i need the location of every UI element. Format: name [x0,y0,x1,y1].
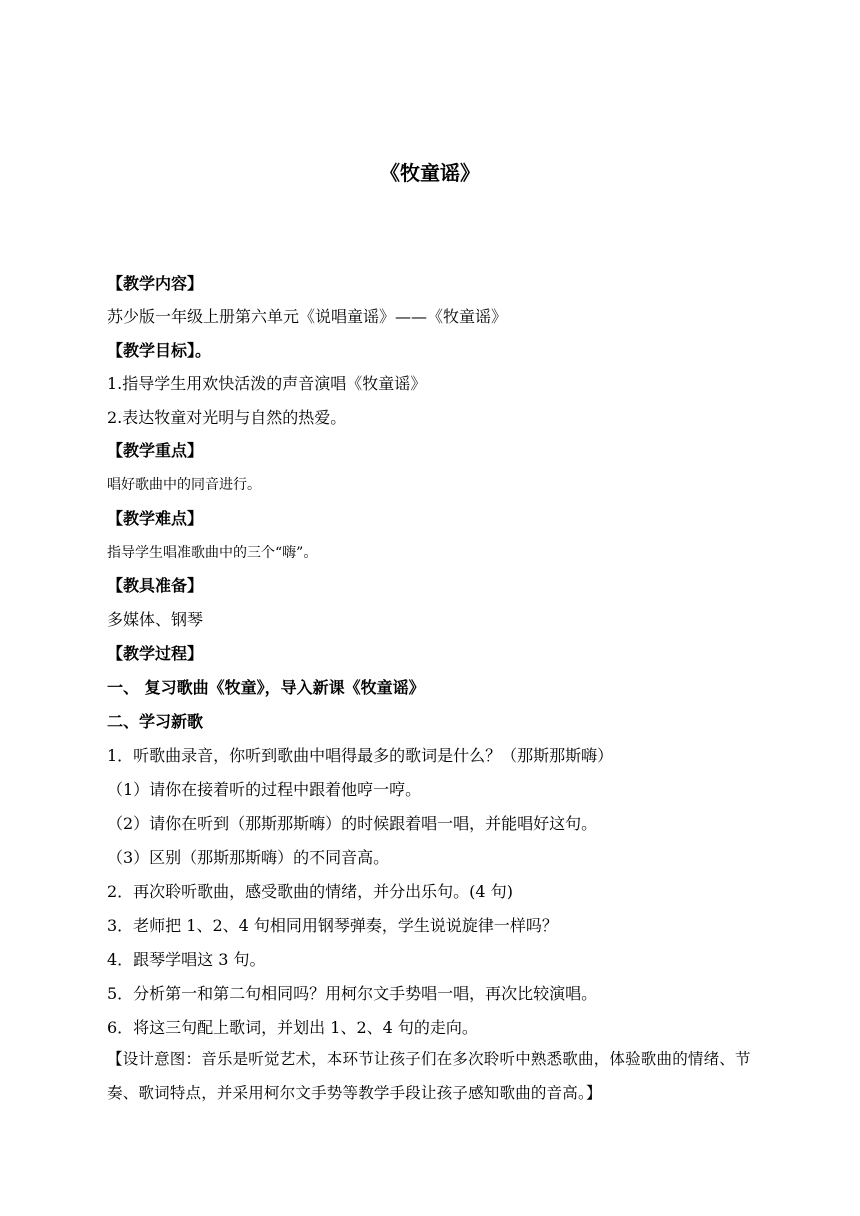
step-5: 5．分析第一和第二句相同吗？用柯尔文手势唱一唱，再次比较演唱。 [107,984,598,1003]
content-text: 苏少版一年级上册第六单元《说唱童谣》——《牧童谣》 [107,307,508,326]
key-points-heading: 【教学重点】 [107,441,204,460]
goal-item-1: 1.指导学生用欢快活泼的声音演唱《牧童谣》 [107,374,427,393]
step-1: 1．听歌曲录音，你听到歌曲中唱得最多的歌词是什么？（那斯那斯嗨） [107,746,614,765]
step-1-sub-1: （1）请你在接着听的过程中跟着他哼一哼。 [107,780,422,799]
content-heading: 【教学内容】 [107,274,204,293]
page-title: 《牧童谣》 [380,161,480,185]
section-heading-2: 二、学习新歌 [107,712,204,731]
step-6: 6．将这三句配上歌词，并划出 1、2、4 句的走向。 [107,1018,478,1037]
step-3: 3．老师把 1、2、4 句相同用钢琴弹奏，学生说说旋律一样吗？ [107,916,558,935]
difficulty-text: 指导学生唱准歌曲中的三个“嗨”。 [107,545,318,561]
step-1-sub-3: （3）区别（那斯那斯嗨）的不同音高。 [107,848,390,867]
key-points-text: 唱好歌曲中的同音进行。 [107,477,261,493]
tools-heading: 【教具准备】 [107,576,204,595]
step-1-sub-2: （2）请你在听到（那斯那斯嗨）的时候跟着唱一唱，并能唱好这句。 [107,814,598,833]
goals-heading: 【教学目标】。 [107,341,212,360]
design-intent-note: 【设计意图：音乐是听觉艺术，本环节让孩子们在多次聆听中熟悉歌曲，体验歌曲的情绪、节奏、歌词特点，并采用柯尔文手势等教学手段让孩子感知歌曲的音高。】 [107,1050,751,1102]
step-2: 2．再次聆听歌曲，感受歌曲的情绪，并分出乐句。(4 句) [107,882,513,901]
goal-item-2: 2.表达牧童对光明与自然的热爱。 [107,408,347,427]
step-4: 4．跟琴学唱这 3 句。 [107,950,266,969]
process-heading: 【教学过程】 [107,644,204,663]
difficulty-heading: 【教学难点】 [107,509,204,528]
section-heading-1: 一、 复习歌曲《牧童》，导入新课《牧童谣》 [107,678,425,697]
tools-text: 多媒体、钢琴 [107,610,204,629]
